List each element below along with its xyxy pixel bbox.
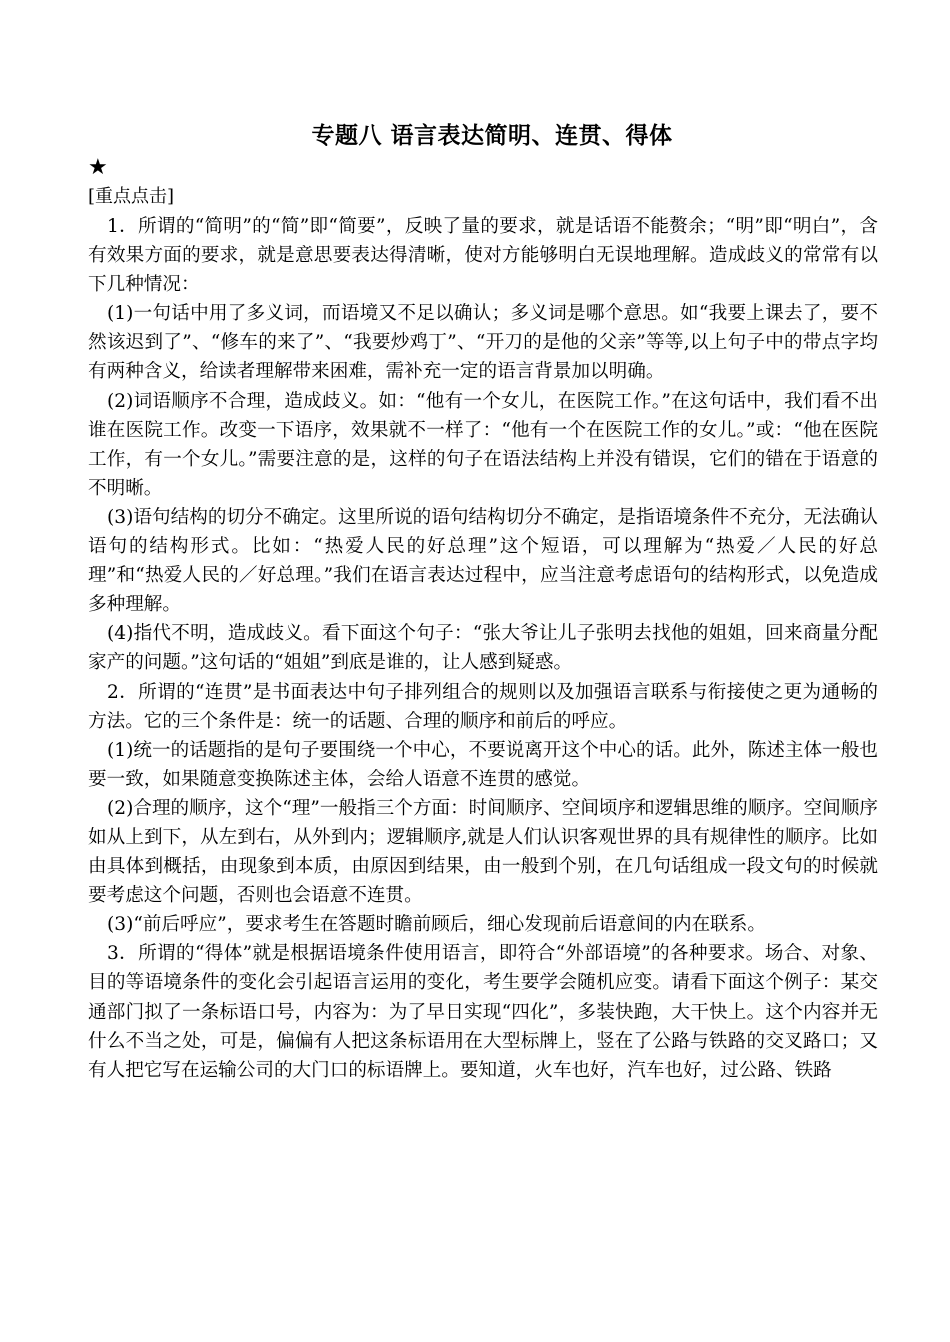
paragraph-8: (2)合理的顺序，这个“理”一般指三个方面：时间顺序、空间顷序和逻辑思维的顺序。空间顺序如从上到下，从左到右，从外到内；逻辑顺序,就是人们认识客观世界的具有规律性的顺序。比如由具体到概括，由现象到本质，由原因到结果，由一般到个别，在几句话组成一段文句的时候就要考虑这个问题，否则也会语意不连贯。 xyxy=(88,797,878,907)
section-label: [重点点击] xyxy=(88,186,175,207)
paragraph-2: (1)一句话中用了多义词，而语境又不足以确认；多义词是哪个意思。如“我要上课去了，要不然该迟到了”、“修车的来了”、“我要炒鸡丁”、“开刀的是他的父亲”等等,以上句子中的带点字均有两种含义，给读者理解带来困难，需补充一定的语言背景加以明确。 xyxy=(88,303,878,383)
document-page xyxy=(88,118,878,1085)
paragraph-4: (3)语句结构的切分不确定。这里所说的语句结构切分不确定，是指语境条件不充分，无法确认语句的结构形式。比如：“热爱人民的好总理”这个短语，可以理解为“热爱／人民的好总理”和“热爱人民的／好总理。”我们在语言表达过程中，应当注意考虑语句的结构形式，以免造成多种理解。 xyxy=(88,506,878,616)
document-title: 专题八 语言表达简明、连贯、得体 xyxy=(311,122,673,149)
paragraph-10: 3．所谓的“得体”就是根据语境条件使用语言，即符合“外部语境”的各种要求。场合、对象、目的等语境条件的变化会引起语言运用的变化，考生要学会随机应变。请看下面这个例子：某交通部门拟了一条标语口号，内容为：为了早日实现“四化”，多装快跑，大干快上。这个内容并无什么不当之处，可是，偏偏有人把这条标语用在大型标牌上，竖在了公路与铁路的交叉路口；又有人把它写在运输公司的大门口的标语牌上。要知道，火车也好，汽车也好，过公路、铁路 xyxy=(88,943,878,1081)
paragraph-3: (2)词语顺序不合理，造成歧义。如：“他有一个女儿，在医院工作。”在这句话中，我们看不出谁在医院工作。改变一下语序，效果就不一样了：“他有一个在医院工作的女儿。”或：“他在医院工作，有一个女儿。”需要注意的是，这样的句子在语法结构上并没有错误，它们的错在于语意的不明晰。 xyxy=(88,390,878,499)
paragraph-5: (4)指代不明，造成歧义。看下面这个句子：“张大爷让儿子张明去找他的姐姐，回来商量分配家产的问题。”这句话的“姐姐”到底是谁的，让人感到疑惑。 xyxy=(88,623,878,674)
paragraph-9: (3)“前后呼应”，要求考生在答题时瞻前顾后，细心发现前后语意间的内在联系。 xyxy=(107,914,766,936)
paragraph-6: 2．所谓的“连贯”是书面表达中句子排列组合的规则以及加强语言联系与衔接使之更为通畅的方法。它的三个条件是：统一的话题、合理的顺序和前后的呼应。 xyxy=(88,681,878,732)
paragraph-1: 1．所谓的“简明”的“简”即“简要”，反映了量的要求，就是话语不能赘余；“明”即“明白”，含有效果方面的要求，就是意思要表达得清晰，使对方能够明白无误地理解。造成歧义的常常有以下几种情况： xyxy=(88,216,878,296)
star-icon: ★ xyxy=(88,155,108,180)
paragraph-7: (1)统一的话题指的是句子要围绕一个中心，不要说离开这个中心的话。此外，陈述主体一般也要一致，如果随意变换陈述主体，会给人语意不连贯的感觉。 xyxy=(88,739,878,790)
